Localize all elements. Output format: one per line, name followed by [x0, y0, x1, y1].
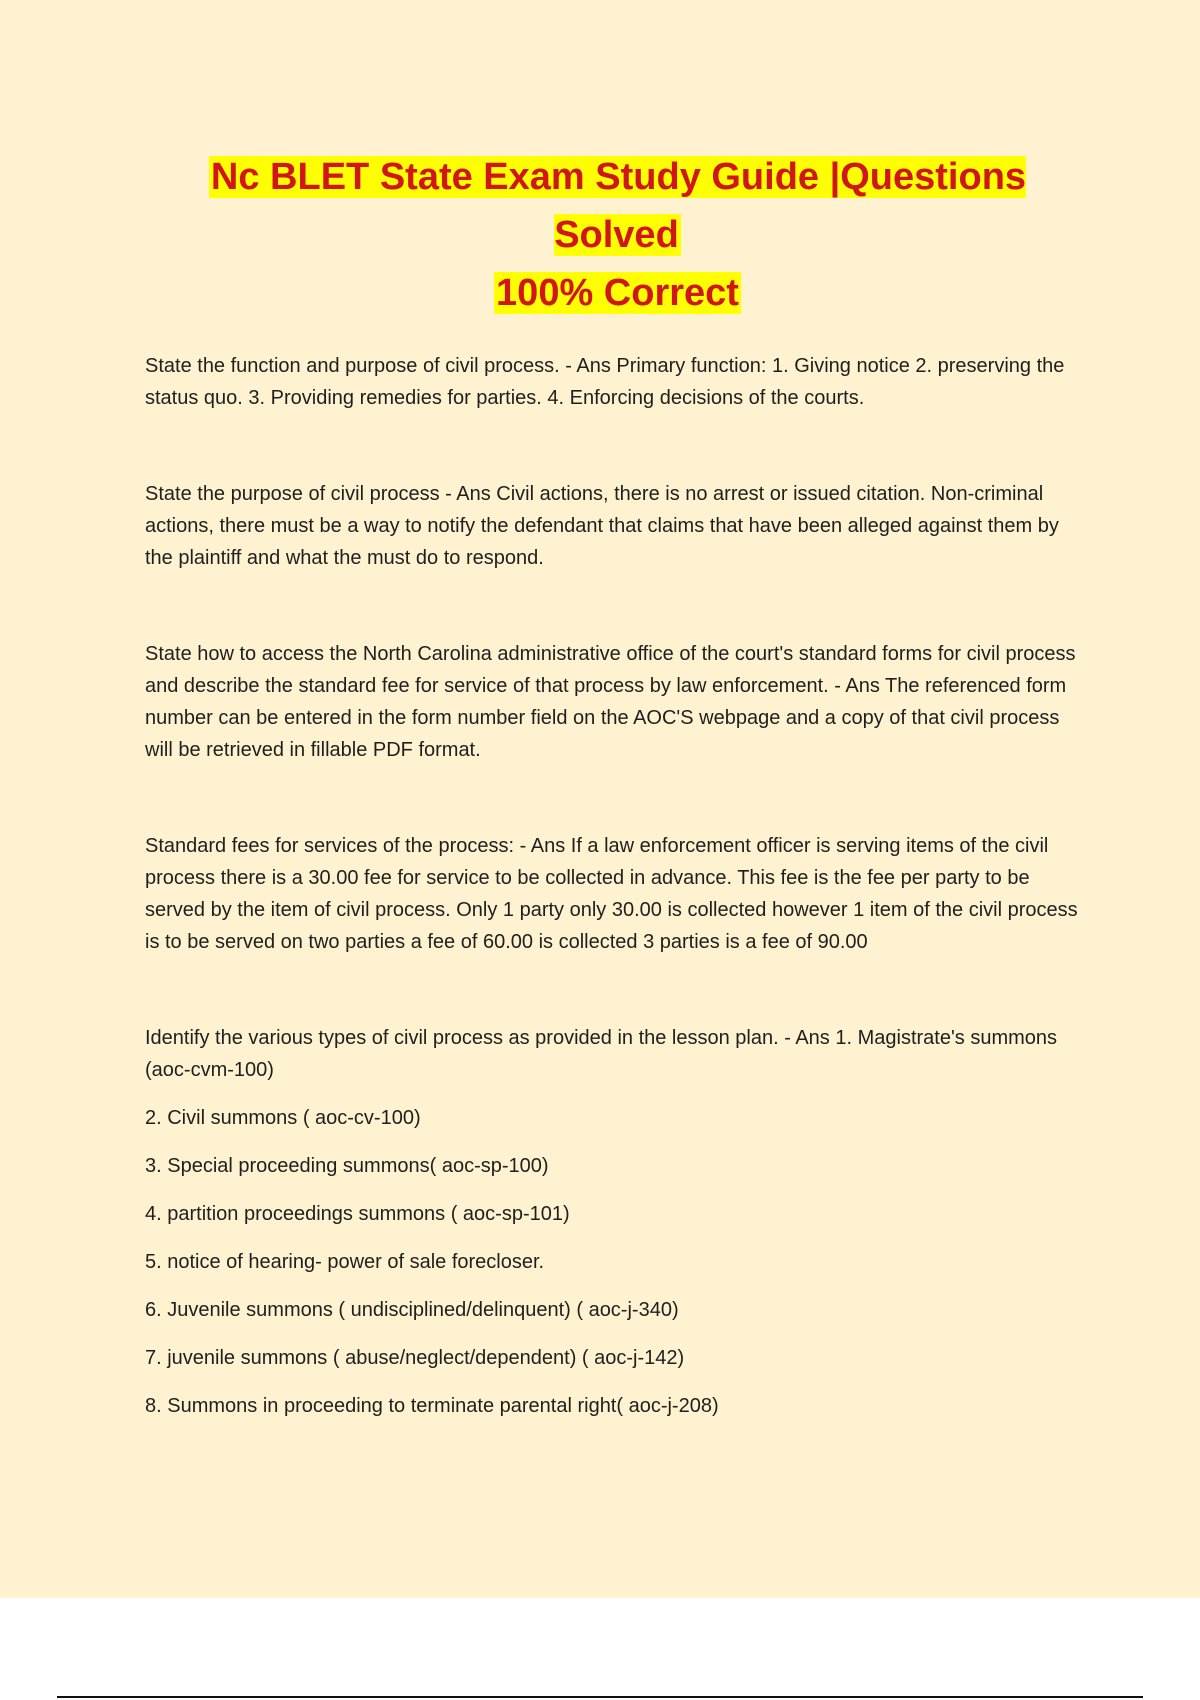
civil-process-list-item: 3. Special proceeding summons( aoc-sp-100) [145, 1155, 549, 1177]
title-heading [145, 148, 1090, 322]
civil-process-list-item: 6. Juvenile summons ( undisciplined/delinquent) ( aoc-j-340) [145, 1299, 679, 1321]
qa-paragraph-5: Identify the various types of civil process as provided in the lesson plan. - Ans 1. Magistrate's summons (aoc-cvm-100) [145, 1027, 1058, 1081]
title-line-1: Nc BLET State Exam Study Guide |Questions Solved [210, 156, 1027, 256]
civil-process-list-item: 7. juvenile summons ( abuse/neglect/dependent) ( aoc-j-142) [145, 1347, 685, 1369]
page-divider [57, 1696, 1143, 1698]
document-content [145, 148, 1090, 1438]
civil-process-list-item: 5. notice of hearing- power of sale forecloser. [145, 1251, 545, 1273]
qa-paragraph-2: State the purpose of civil process - Ans Civil actions, there is no arrest or issued citation. Non-criminal actions, there must be a way to notify the defendant that claims that have been alleged against them by the plaintiff and what the must do to respond. [145, 483, 1059, 569]
qa-paragraph-4: Standard fees for services of the process: - Ans If a law enforcement officer is serving items of the civil process there is a 30.00 fee for service to be collected in advance. This fee is the fee per party to be served by the item of civil process. Only 1 party only 30.00 is collected however 1 item of the civil process is to be served on two parties a fee of 60.00 is collected 3 parties is a fee of 90.00 [145, 835, 1078, 953]
title-line-2: 100% Correct [496, 272, 739, 314]
qa-paragraph-1: State the function and purpose of civil process. - Ans Primary function: 1. Giving notice 2. preserving the status quo. 3. Providing remedies for parties. 4. Enforcing decisions of the courts. [145, 355, 1065, 409]
qa-paragraph-3: State how to access the North Carolina administrative office of the court's standard forms for civil process and describe the standard fee for service of that process by law enforcement. - Ans The referenced form number can be entered in the form number field on the AOC'S webpage and a copy of that civil process will be retrieved in fillable PDF format. [145, 643, 1076, 761]
civil-process-list-item: 8. Summons in proceeding to terminate parental right( aoc-j-208) [145, 1395, 719, 1417]
civil-process-list-item: 2. Civil summons ( aoc-cv-100) [145, 1107, 421, 1129]
civil-process-list-item: 4. partition proceedings summons ( aoc-sp-101) [145, 1203, 570, 1225]
document-title [145, 148, 1090, 322]
